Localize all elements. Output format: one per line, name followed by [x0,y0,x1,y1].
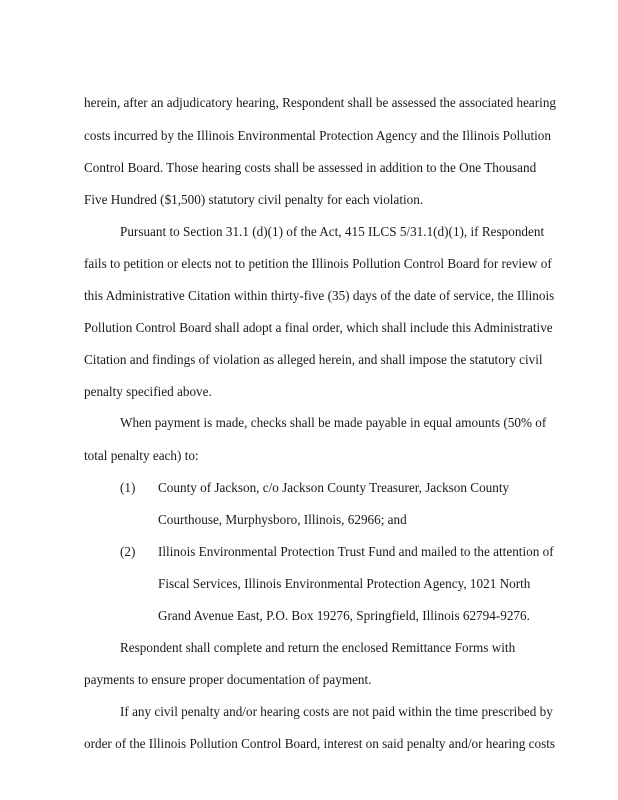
paragraph-4-line-2: payments to ensure proper documentation of payment. [84,672,372,687]
list-item-1-line-2: Courthouse, Murphysboro, Illinois, 62966; and [158,512,407,527]
paragraph-1-line-4: Five Hundred ($1,500) statutory civil penalty for each violation. [84,192,424,207]
list-item-2-line-2: Fiscal Services, Illinois Environmental Protection Agency, 1021 North [158,576,531,591]
list-item-2-line-3: Grand Avenue East, P.O. Box 19276, Springfield, Illinois 62794-9276. [158,608,530,623]
paragraph-5-line-2: order of the Illinois Pollution Control Board, interest on said penalty and/or hearing costs [84,736,556,751]
paragraph-2-line-6: penalty specified above. [84,384,212,399]
paragraph-2-line-3: this Administrative Citation within thirty-five (35) days of the date of service, the Illinois [84,288,555,303]
paragraph-2-line-2: fails to petition or elects not to petition the Illinois Pollution Control Board for review of [84,256,552,271]
paragraph-1-line-3: Control Board. Those hearing costs shall be assessed in addition to the One Thousand [84,160,537,175]
paragraph-1-line-2: costs incurred by the Illinois Environmental Protection Agency and the Illinois Pollution [84,128,551,143]
paragraph-2-line-5: Citation and findings of violation as alleged herein, and shall impose the statutory civil [84,352,543,367]
list-item-2-line-1: Illinois Environmental Protection Trust Fund and mailed to the attention of [158,544,554,559]
paragraph-3-line-2: total penalty each) to: [84,448,199,463]
paragraph-5-line-1: If any civil penalty and/or hearing costs are not paid within the time prescribed by [120,704,553,719]
paragraph-2-line-1: Pursuant to Section 31.1 (d)(1) of the Act, 415 ILCS 5/31.1(d)(1), if Respondent [120,224,545,239]
paragraph-2-line-4: Pollution Control Board shall adopt a final order, which shall include this Administrative [84,320,553,335]
paragraph-1-line-1: herein, after an adjudicatory hearing, Respondent shall be assessed the associated hearing [84,95,557,110]
list-item-1-line-1: County of Jackson, c/o Jackson County Treasurer, Jackson County [158,480,510,495]
paragraph-4-line-1: Respondent shall complete and return the enclosed Remittance Forms with [120,640,516,655]
list-item-1-number: (1) [120,480,136,495]
list-item-2-number: (2) [120,544,136,559]
paragraph-3-line-1: When payment is made, checks shall be made payable in equal amounts (50% of [120,415,547,430]
